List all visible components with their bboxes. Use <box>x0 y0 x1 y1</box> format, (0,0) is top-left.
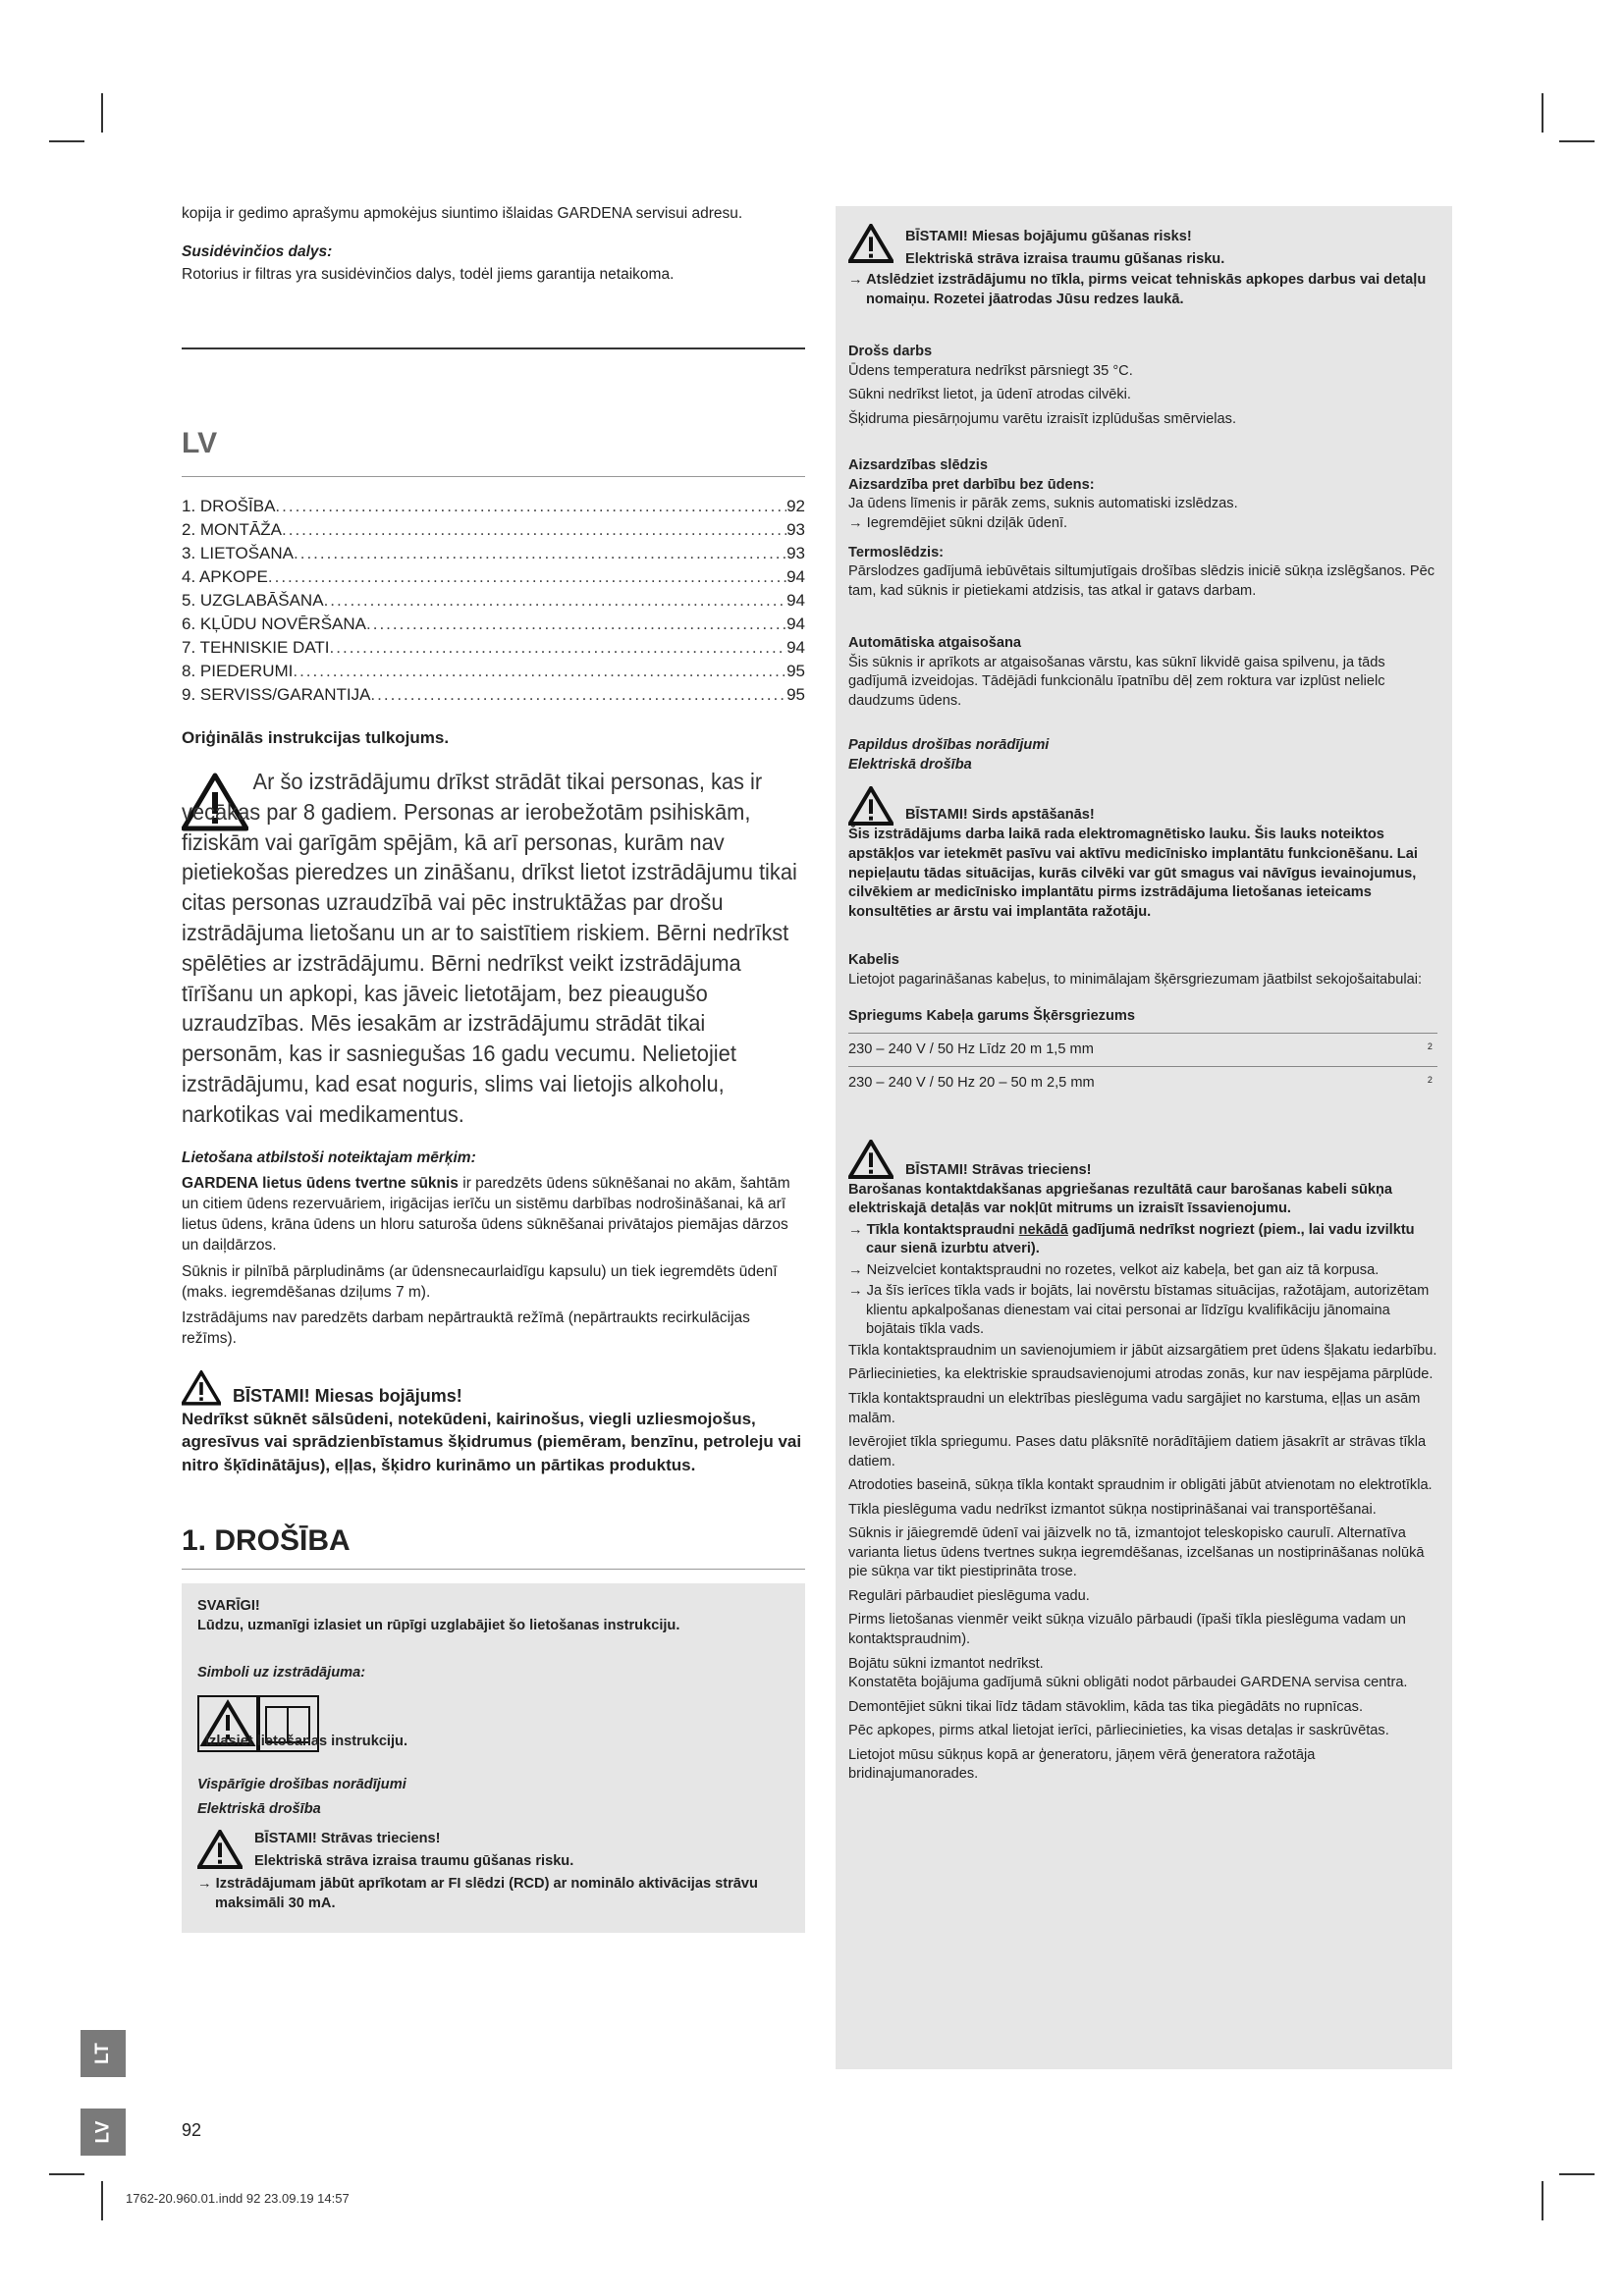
language-tab-lt[interactable]: LT <box>81 2030 126 2077</box>
crop-mark <box>101 2181 103 2220</box>
danger-block <box>848 1140 1437 1181</box>
text-paragraph: Konstatēta bojājuma gadījumā sūkni obligāti nodot pārbaudei GARDENA servisa centra. <box>848 1675 1408 1691</box>
symbols-row <box>197 1695 789 1758</box>
warning-triangle-icon <box>848 224 893 263</box>
toc-item[interactable]: 8. PIEDERUMI ..... 95 <box>182 660 805 683</box>
section-heading: 1. DROŠĪBA <box>182 1523 351 1557</box>
warning-triangle-icon <box>848 1140 893 1179</box>
danger-text: Elektriskā strāva izraisa traumu gūšanas risku. <box>905 250 1225 267</box>
crop-mark <box>49 2173 84 2175</box>
divider <box>182 1569 805 1570</box>
crop-mark <box>1542 93 1543 133</box>
symbols-title: Simboli uz izstrādājuma: <box>197 1665 366 1682</box>
left-column <box>182 203 805 1933</box>
text-paragraph: Tīkla kontaktspraudnim un savienojumiem ir jābūt aizsargātiem pret ūdens šļakatu iedarbību. <box>848 1342 1437 1359</box>
warning-triangle-icon <box>848 786 893 826</box>
table-of-contents <box>182 495 805 707</box>
safety-box <box>182 1583 805 1933</box>
text-paragraph: Tīkla kontaktspraudni un elektrības pieslēguma vadu sargājiet no karstuma, eļļas un asām malām. <box>848 1390 1421 1426</box>
section-title: Kabelis <box>848 952 899 969</box>
section-title: Drošs darbs <box>848 344 933 360</box>
crop-mark <box>1542 2181 1543 2220</box>
crop-mark <box>1559 2173 1595 2175</box>
big-warning <box>182 767 805 1130</box>
text-paragraph: Pirms lietošanas vienmēr veikt sūkņa vizuālo pārbaudi (īpaši tīkla pieslēguma vadam un kontaktspraudnim). <box>848 1612 1406 1647</box>
intro-text: kopija ir gedimo aprašymu apmokėjus siuntimo išlaidas GARDENA servisui adresu. <box>182 205 743 222</box>
right-column <box>848 224 1437 1789</box>
section-title: Papildus drošības norādījumi <box>848 737 1050 754</box>
important-text: Lūdzu, uzmanīgi izlasiet un rūpīgi uzglabājiet šo lietošanas instrukciju. <box>197 1618 680 1634</box>
danger-text: Barošanas kontaktdakšanas apgriešanas rezultātā caur barošanas kabeli sūkņa elektriskajā detaļās var nokļūt mitrums un izraisīt īssavienojumu. <box>848 1181 1393 1217</box>
danger-title: BĪSTAMI! Strāvas trieciens! <box>905 1161 1092 1178</box>
divider <box>182 347 805 349</box>
danger-title: BĪSTAMI! Miesas bojājums! <box>233 1385 462 1406</box>
table-row: 230 – 240 V / 50 Hz 20 – 50 m 2,5 mm 2 <box>848 1067 1437 1100</box>
wear-title: Susidėvinčios dalys: <box>182 243 333 261</box>
danger-title: BĪSTAMI! Sirds apstāšanās! <box>905 807 1095 824</box>
section-title: Automātiska atgaisošana <box>848 635 1021 652</box>
text-line: Ūdens temperatura nedrīkst pārsniegt 35 °C. <box>848 362 1133 379</box>
cable-table <box>848 1001 1437 1100</box>
text-paragraph: Pārslodzes gadījumā iebūvētais siltumjutīgais drošības slēdzis iniciē sūkņa izslēgšanos. Pēc tam, kad sūknis ir pietiekami atdzisis, tas atkal ir gatavs darbam. <box>848 563 1435 599</box>
text-paragraph: Atrodoties baseinā, sūkņa tīkla kontakt spraudnim ir obligāti jābūt atvienotam no elektrotīkla. <box>848 1477 1433 1494</box>
divider <box>182 476 805 477</box>
table-row: 230 – 240 V / 50 Hz Līdz 20 m 1,5 mm 2 <box>848 1033 1437 1067</box>
danger-text: Nedrīkst sūknēt sālsūdeni, notekūdeni, kairinošus, viegli uzliesmojošus, agresīvus vai sprādzienbīstamus šķidrumus (piemēram, benzīnu, petroleju vai nitro šķīdinātājus), eļļas, šķidro kurināmo un pārtikas produktus. <box>182 1410 802 1474</box>
instruction: → Iegremdējiet sūkni dziļāk ūdenī. <box>848 515 1068 532</box>
table-header: Spriegums Kabeļa garums Šķērsgriezums <box>848 1008 1135 1025</box>
text-paragraph: Tīkla pieslēguma vadu nedrīkst izmantot sūkņa nostiprināšanai vai transportēšanai. <box>848 1501 1377 1518</box>
danger-instruction: → Tīkla kontaktspraudni nekādā gadījumā nedrīkst nogriezt (piem., lai vadu izvilktu caur sienā izurbtu atveri). <box>848 1221 1415 1257</box>
toc-item[interactable]: 3. LIETOŠANA ..... 93 <box>182 542 805 565</box>
general-title: Vispārīgie drošības norādījumi <box>197 1776 406 1792</box>
toc-item[interactable]: 7. TEHNISKIE DATI ..... 94 <box>182 636 805 660</box>
crop-mark <box>49 140 84 142</box>
text-paragraph: Lietojot mūsu sūkņus kopā ar ģeneratoru, jāņem vērā ģeneratora ražotāja bridinajumanorades. <box>848 1746 1316 1783</box>
text-paragraph: Lietojot pagarināšanas kabeļus, to minimālajam šķērsgriezumam jāatbilst sekojošaitabulai: <box>848 971 1423 988</box>
text-paragraph: Demontējiet sūkni tikai līdz tādam stāvoklim, kāda tas tika piegādāts no rupnīcas. <box>848 1698 1364 1715</box>
danger-title: BĪSTAMI! Miesas bojājumu gūšanas risks! <box>905 229 1192 244</box>
text-line: Ja ūdens līmenis ir pārāk zems, suknis automatiski izslēdzas. <box>848 496 1238 512</box>
print-footer: 1762-20.960.01.indd 92 23.09.19 14:57 <box>126 2191 350 2206</box>
warning-triangle-icon <box>197 1830 243 1869</box>
purpose-title: Lietošana atbilstoši noteiktajam mērķim: <box>182 1149 476 1167</box>
purpose-paragraph: Sūknis ir pilnībā pārpludināms (ar ūdensnecaurlaidīgu kapsulu) un tiek iegremdēts ūdenī (maks. iegremdēšanas dziļums 7 m). <box>182 1262 778 1301</box>
toc-item[interactable]: 2. MONTĀŽA ..... 93 <box>182 518 805 542</box>
text-paragraph: Pārliecinieties, ka elektriskie spraudsavienojumi atrodas zonās, kur nav iespējama pārplūde. <box>848 1366 1434 1383</box>
subsection-title: Termoslēdzis: <box>848 544 945 561</box>
big-warning-text: Ar šo izstrādājumu drīkst strādāt tikai personas, kas ir vecākas par 8 gadiem. Personas ar ierobežotām psihiskām, fiziskām vai garīgām spējām, kā arī personas, kurām nav pietiekošas pieredzes un zināšanu, drīkst lietot izstrādājumu tikai citas personas uzraudzībā vai pēc instruktāžas par drošu izstrādājuma lietošanu un ar to saistītiem riskiem. Bērni nedrīkst spēlēties ar izstrādājumu. Bērni nedrīkst veikt izstrādājuma tīrīšanu un apkopi, kas jāveic lietotājam, bez pieaugušo uzraudzības. Mēs iesakām ar izstrādājumu strādāt tikai personām, kas ir sasniegušas 16 gadu vecumu. Nelietojiet izstrādājumu, kad esat noguris, slims vai lietojis alkoholu, narkotikas vai medikamentus. <box>182 769 797 1127</box>
toc-item[interactable]: 1. DROŠĪBA ..... 92 <box>182 495 805 518</box>
text-paragraph: Ievērojiet tīkla spriegumu. Pases datu plāksnītē norādītājiem datiem jāsakrīt ar strāvas tīkla datiem. <box>848 1434 1427 1469</box>
toc-item[interactable]: 4. APKOPE ..... 94 <box>182 565 805 589</box>
language-heading: LV <box>182 427 218 460</box>
crop-mark <box>1559 140 1595 142</box>
page-number: 92 <box>182 2120 202 2140</box>
crop-mark <box>101 93 103 133</box>
danger-instruction: → Atslēdziet izstrādājumu no tīkla, pirms veicat tehniskās apkopes darbus vai detaļu nomaiņu. Rozetei jāatrodas Jūsu redzes laukā. <box>848 272 1427 307</box>
original-instructions: Oriģinālās instrukcijas tulkojums. <box>182 728 450 748</box>
elec-title: Elektriskā drošība <box>197 1800 321 1817</box>
symbols-text: Izlasiet lietošanas instrukciju. <box>205 1733 408 1749</box>
important-title: SVARĪGI! <box>197 1598 260 1615</box>
toc-item[interactable]: 9. SERVISS/GARANTIJA ..... 95 <box>182 683 805 707</box>
text-paragraph: Pēc apkopes, pirms atkal lietojat ierīci, pārliecinieties, ka visas detaļas ir saskrūvētas. <box>848 1723 1389 1739</box>
toc-item[interactable]: 5. UZGLABĀŠANA ..... 94 <box>182 589 805 613</box>
text-line: Šķidruma piesārņojumu varētu izraisīt izplūdušas smērvielas. <box>848 410 1237 427</box>
danger-instruction: → Izstrādājumam jābūt aprīkotam ar FI slēdzi (RCD) ar nominālo aktivācijas strāvu maksimāli 30 mA. <box>197 1876 758 1912</box>
danger-title: BĪSTAMI! Strāvas trieciens! <box>254 1830 441 1846</box>
section-subtitle: Elektriskā drošība <box>848 756 972 773</box>
section-title: Aizsardzības slēdzis <box>848 457 988 474</box>
subsection-title: Aizsardzība pret darbību bez ūdens: <box>848 476 1095 493</box>
text-paragraph: Bojātu sūkni izmantot nedrīkst. <box>848 1655 1044 1672</box>
danger-text: Šis izstrādājums darba laikā rada elektromagnētisko lauku. Šis lauks noteiktos apstākļos var ietekmēt pasīvu vai aktīvu medicīnisko implantātu funkcionēšanu. Lai nepieļautu tādas situācijas, kurās cilvēki var gūt smagus vai nāvīgus ievainojumus, cilvēkiem ar medicīnisko implantātu pirms izstrādājuma lietošanas ieteicams konsultēties ar ārstu vai implantāta ražotāju. <box>848 827 1418 920</box>
danger-block <box>848 224 1437 269</box>
warning-triangle-icon <box>182 1370 221 1406</box>
danger-block <box>182 1370 805 1476</box>
purpose-paragraph: Izstrādājums nav paredzēts darbam nepārtrauktā režīmā (nepārtraukts recirkulācijas režīms). <box>182 1308 750 1347</box>
danger-block <box>848 786 1437 826</box>
text-line: Sūkni nedrīkst lietot, ja ūdenī atrodas cilvēki. <box>848 387 1131 403</box>
danger-block <box>197 1830 789 1872</box>
text-paragraph: Šis sūknis ir aprīkots ar atgaisošanas vārstu, kas sūknī likvidē gaisa spilvenu, ja tāds gadījumā izveidojas. Tādējādi funkcionālu īpatnību dēļ zem roktura var izplūst nelielс daudzums ūdens. <box>848 654 1385 709</box>
instruction: → Ja šīs ierīces tīkla vads ir bojāts, lai novērstu bīstamas situācijas, ražotājam, autorizētam klientu apkalpošanas dienestam vai citai personai ar līdzīgu kvalifikāciju jānomaina bojātais tīkla vads. <box>848 1283 1430 1338</box>
instruction: → Neizvelciet kontaktspraudni no rozetes, velkot aiz kabeļa, bet gan aiz tā korpusa. <box>848 1261 1380 1278</box>
toc-item[interactable]: 6. KĻŪDU NOVĒRŠANA ..... 94 <box>182 613 805 636</box>
text-paragraph: Sūknis ir jāiegremdē ūdenī vai jāizvelk no tā, izmantojot teleskopisko caurulī. Alternatīva varianta lietus ūdens tvertnes sukņa iegremdēšanas, izcelšanas un nostiprināšanas nolūkā pie sūkņa var tikt piestiprināta trose. <box>848 1525 1425 1580</box>
danger-text: Elektriskā strāva izraisa traumu gūšanas risku. <box>254 1852 574 1869</box>
language-tab-lv[interactable]: LV <box>81 2109 126 2156</box>
purpose-text: GARDENA lietus ūdens tvertne sūknis ir paredzēts ūdens sūknēšanai no akām, šahtām un citiem ūdens rezervuāriem, irigācijas ierīču un sistēmu darbības nodrošināšanai, kā arī lietus ūdens, krāna ūdens un hloru saturoša ūdens sūknēšanai privātajos piemājas dārzos un daiļdārzos. <box>182 1175 790 1255</box>
text-paragraph: Regulāri pārbaudiet pieslēguma vadu. <box>848 1587 1090 1604</box>
wear-text: Rotorius ir filtras yra susidėvinčios dalys, todėl jiems garantija netaikoma. <box>182 266 675 284</box>
